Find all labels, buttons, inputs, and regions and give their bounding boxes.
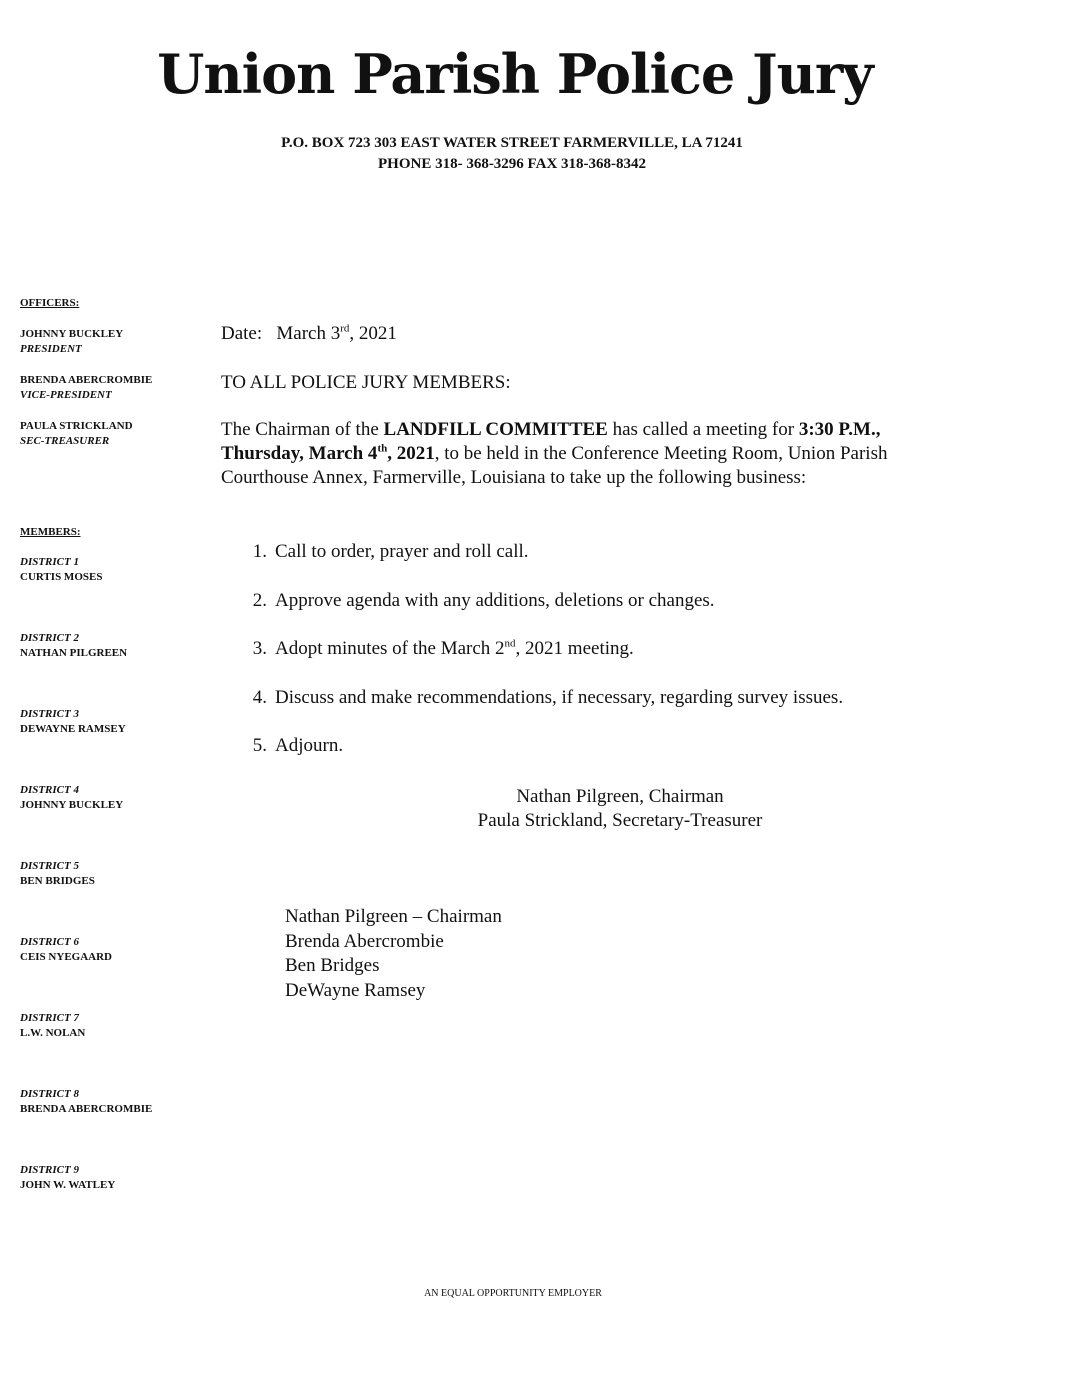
- member-name: JOHNNY BUCKLEY: [20, 799, 124, 811]
- date-label: Date:: [221, 323, 263, 344]
- signature-chairman: Nathan Pilgreen, Chairman: [516, 786, 724, 807]
- date-year: , 2021: [349, 323, 397, 344]
- para-text-1: The Chairman of the: [221, 419, 384, 440]
- agenda-item-3: [237, 638, 634, 660]
- meeting-paragraph: [221, 418, 941, 490]
- district-label: DISTRICT 5: [20, 860, 79, 872]
- agenda-number: 4.: [252, 687, 267, 708]
- agenda-sup: nd: [504, 637, 516, 650]
- member-district-1: [20, 555, 210, 585]
- agenda-item-2: [237, 590, 715, 612]
- member-district-5: [20, 859, 210, 889]
- member-district-4: [20, 783, 210, 813]
- officer-name: JOHNNY BUCKLEY: [20, 328, 124, 340]
- meeting-year: , 2021: [387, 443, 435, 464]
- committee-member: DeWayne Ramsey: [285, 979, 426, 1001]
- member-name: CURTIS MOSES: [20, 571, 103, 583]
- member-district-9: [20, 1163, 210, 1193]
- district-label: DISTRICT 4: [20, 784, 79, 796]
- member-name: DEWAYNE RAMSEY: [20, 723, 126, 735]
- agenda-text: Approve agenda with any additions, deletions or changes.: [275, 590, 715, 611]
- signature-secretary: Paula Strickland, Secretary-Treasurer: [477, 810, 763, 831]
- meeting-day-suffix: th: [377, 442, 388, 455]
- agenda-text: Adjourn.: [275, 735, 344, 756]
- committee-member: Brenda Abercrombie: [285, 930, 444, 952]
- district-label: DISTRICT 2: [20, 632, 79, 644]
- agenda-item-4: [237, 687, 843, 709]
- member-district-2: [20, 631, 210, 661]
- member-name: CEIS NYEGAARD: [20, 951, 112, 963]
- district-label: DISTRICT 7: [20, 1012, 79, 1024]
- agenda-item-5: [237, 735, 343, 757]
- letter-date: [221, 322, 397, 346]
- district-label: DISTRICT 6: [20, 936, 79, 948]
- member-name: JOHN W. WATLEY: [20, 1179, 116, 1191]
- officer-role: VICE-PRESIDENT: [20, 389, 112, 401]
- agenda-item-1: [237, 541, 529, 563]
- officer-sec-treasurer: [20, 419, 210, 449]
- member-district-7: [20, 1011, 210, 1041]
- agenda-number: 1.: [252, 541, 267, 562]
- member-name: BRENDA ABERCROMBIE: [20, 1103, 153, 1115]
- agenda-text-end: , 2021 meeting.: [515, 638, 634, 659]
- date-month-day: March 3: [276, 323, 341, 344]
- member-name: L.W. NOLAN: [20, 1027, 86, 1039]
- para-text-3: , to be held in the Conference Meeting Room, Union Parish Courthouse Annex, Farmerville, Louisiana to take up the following business:: [221, 443, 888, 488]
- officer-name: PAULA STRICKLAND: [20, 420, 133, 432]
- committee-name: LANDFILL COMMITTEE: [383, 419, 608, 440]
- address-line: P.O. BOX 723 303 EAST WATER STREET FARMERVILLE, LA 71241: [281, 135, 743, 151]
- date-suffix: rd: [340, 322, 350, 335]
- member-district-6: [20, 935, 210, 965]
- member-district-8: [20, 1087, 210, 1117]
- committee-members-list: [285, 905, 502, 1003]
- footer-text: AN EQUAL OPPORTUNITY EMPLOYER: [424, 1288, 602, 1299]
- member-name: BEN BRIDGES: [20, 875, 95, 887]
- district-label: DISTRICT 1: [20, 556, 79, 568]
- agenda-number: 2.: [252, 590, 267, 611]
- members-heading: MEMBERS:: [20, 526, 81, 538]
- officer-role: PRESIDENT: [20, 343, 82, 355]
- committee-member: Nathan Pilgreen – Chairman: [285, 906, 502, 927]
- agenda-text: Call to order, prayer and roll call.: [275, 541, 529, 562]
- officer-president: [20, 327, 210, 357]
- member-name: NATHAN PILGREEN: [20, 647, 128, 659]
- officer-name: BRENDA ABERCROMBIE: [20, 374, 153, 386]
- officer-role: SEC-TREASURER: [20, 435, 110, 447]
- district-label: DISTRICT 9: [20, 1164, 79, 1176]
- agenda-number: 5.: [252, 735, 267, 756]
- organization-title: Union Parish Police Jury: [157, 42, 873, 106]
- officer-vice-president: [20, 373, 210, 403]
- agenda-text: Adopt minutes of the March 2: [275, 638, 505, 659]
- salutation: TO ALL POLICE JURY MEMBERS:: [221, 372, 511, 393]
- district-label: DISTRICT 3: [20, 708, 79, 720]
- district-label: DISTRICT 8: [20, 1088, 79, 1100]
- member-district-3: [20, 707, 210, 737]
- para-text-2: has called a meeting for: [607, 419, 799, 440]
- officers-heading: OFFICERS:: [20, 297, 80, 309]
- meeting-time-day-text: 3:30 P.M., Thursday, March 4: [221, 419, 881, 464]
- agenda-number: 3.: [252, 638, 267, 659]
- committee-member: Ben Bridges: [285, 955, 380, 976]
- phone-line: PHONE 318- 368-3296 FAX 318-368-8342: [377, 156, 647, 172]
- agenda-text: Discuss and make recommendations, if necessary, regarding survey issues.: [275, 687, 844, 708]
